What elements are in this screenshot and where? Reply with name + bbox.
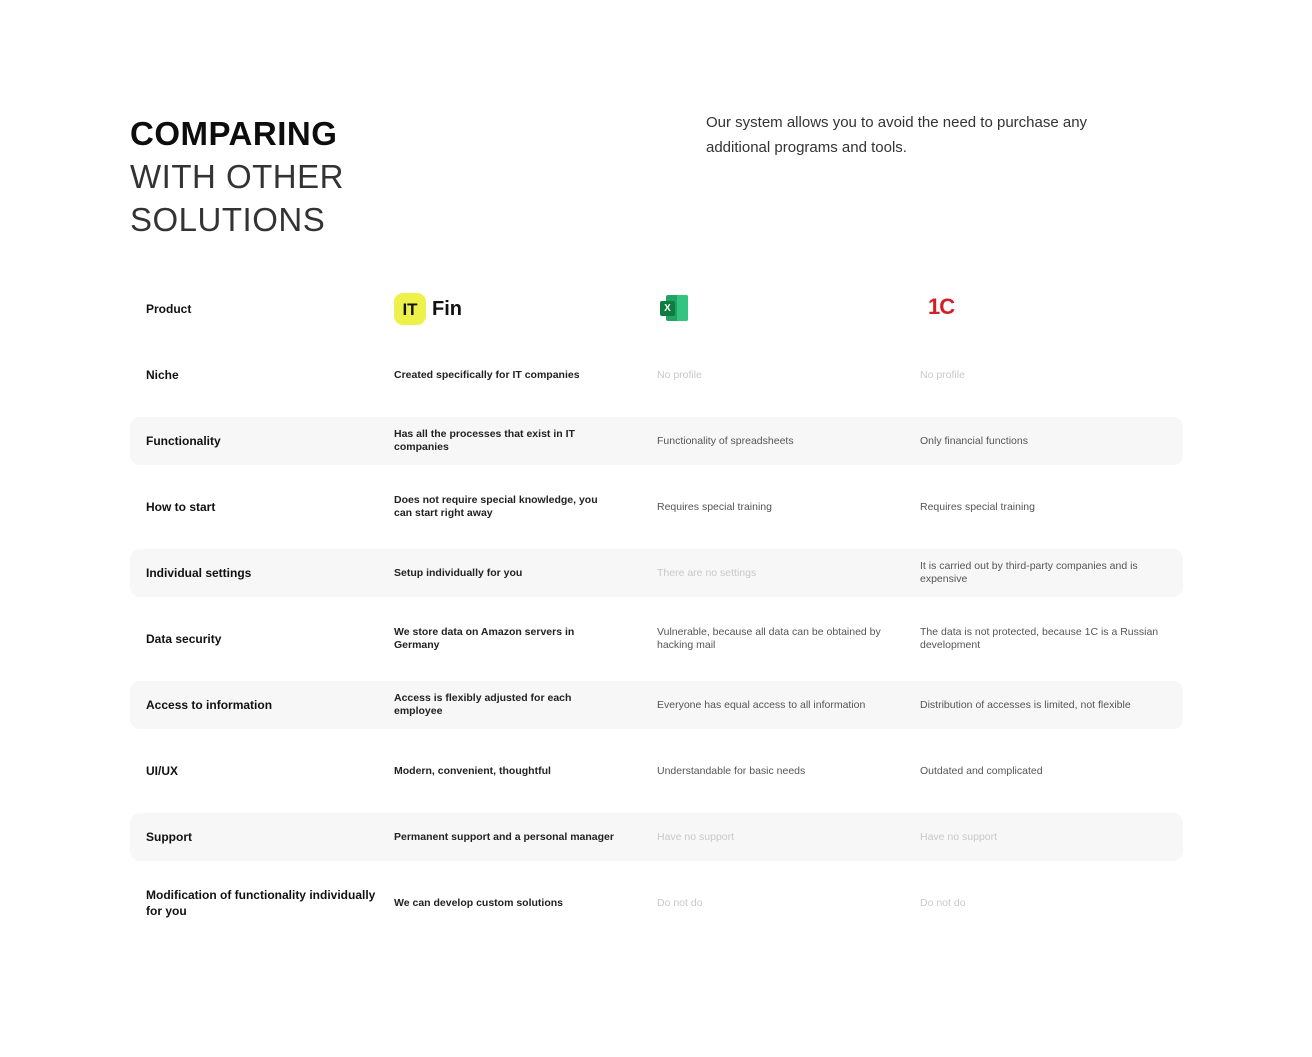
itfin-value: Permanent support and a personal manager xyxy=(394,830,614,843)
feature-label: UI/UX xyxy=(146,764,179,778)
itfin-logo xyxy=(394,293,617,325)
excel-value: No profile xyxy=(657,368,702,381)
feature-label: Access to information xyxy=(146,698,273,712)
itfin-value: Does not require special knowledge, you can start right away xyxy=(394,494,598,519)
onec-value: Requires special training xyxy=(920,500,1035,513)
excel-value: Everyone has equal access to all information xyxy=(657,698,866,711)
intro-text: Our system allows you to avoid the need to purchase any additional programs and tools. xyxy=(706,114,1088,156)
title-line-3: SOLUTIONS xyxy=(130,201,326,238)
section-title xyxy=(130,112,344,241)
header-row xyxy=(130,285,1183,333)
excel-value: Do not do xyxy=(657,896,703,909)
excel-value: Understandable for basic needs xyxy=(657,764,806,777)
table-row xyxy=(130,417,1183,465)
itfin-value: Setup individually for you xyxy=(394,566,523,579)
excel-value: There are no settings xyxy=(657,566,757,579)
excel-column-header xyxy=(657,295,920,323)
comparison-table xyxy=(130,285,1183,945)
itfin-value: We store data on Amazon servers in Germany xyxy=(394,626,575,651)
table-row xyxy=(130,549,1183,597)
excel-value: Vulnerable, because all data can be obtained by hacking mail xyxy=(657,626,881,651)
onec-value: Outdated and complicated xyxy=(920,764,1043,777)
itfin-badge: IT xyxy=(394,293,426,325)
table-row xyxy=(130,747,1183,795)
feature-label: Functionality xyxy=(146,434,221,448)
table-row xyxy=(130,879,1183,927)
product-label: Product xyxy=(146,302,192,316)
itfin-value: Modern, convenient, thoughtful xyxy=(394,764,551,777)
itfin-name: Fin xyxy=(432,297,462,320)
feature-label: Niche xyxy=(146,368,179,382)
excel-value: Functionality of spreadsheets xyxy=(657,434,794,447)
onec-logo: 1C xyxy=(928,294,955,319)
table-row xyxy=(130,813,1183,861)
table-row xyxy=(130,351,1183,399)
title-line-1: COMPARING xyxy=(130,115,338,152)
excel-value: Have no support xyxy=(657,830,735,843)
title-line-2: WITH OTHER xyxy=(130,158,344,195)
onec-column-header xyxy=(920,294,1183,319)
feature-label: Individual settings xyxy=(146,566,252,580)
itfin-value: Access is flexibly adjusted for each employee xyxy=(394,692,572,717)
feature-label: How to start xyxy=(146,500,216,514)
feature-label: Support xyxy=(146,830,192,844)
onec-value: It is carried out by third-party companies and is expensive xyxy=(920,560,1138,585)
onec-value: Distribution of accesses is limited, not flexible xyxy=(920,698,1131,711)
onec-value: Only financial functions xyxy=(920,434,1028,447)
excel-icon: X xyxy=(660,295,690,323)
onec-value: Have no support xyxy=(920,830,998,843)
onec-value: Do not do xyxy=(920,896,966,909)
table-row xyxy=(130,483,1183,531)
feature-label: Modification of functionality individually for you xyxy=(146,888,376,918)
itfin-column-header xyxy=(394,293,657,325)
itfin-value: Created specifically for IT companies xyxy=(394,368,580,381)
excel-value: Requires special training xyxy=(657,500,772,513)
itfin-value: Has all the processes that exist in IT companies xyxy=(394,428,575,453)
itfin-value: We can develop custom solutions xyxy=(394,896,564,909)
feature-label: Data security xyxy=(146,632,222,646)
table-row xyxy=(130,681,1183,729)
table-row xyxy=(130,615,1183,663)
onec-value: The data is not protected, because 1C is a Russian development xyxy=(920,626,1159,651)
onec-value: No profile xyxy=(920,368,965,381)
